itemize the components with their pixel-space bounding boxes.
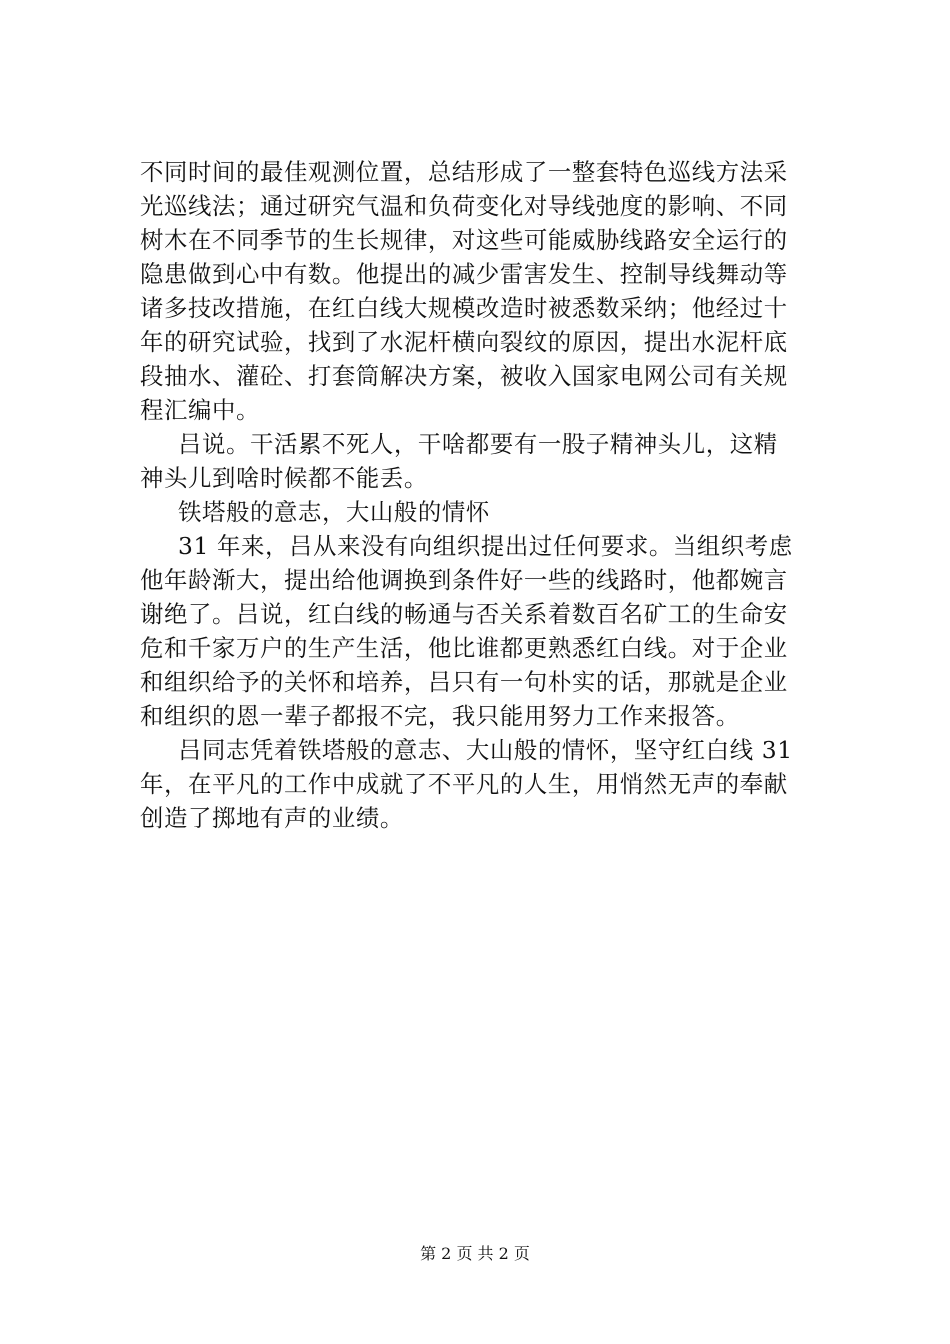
page-number-footer: 第 2 页 共 2 页 [420, 1244, 530, 1263]
text-line: 光巡线法；通过研究气温和负荷变化对导线弛度的影响、不同 [140, 192, 788, 220]
text-line: 树木在不同季节的生长规律，对这些可能威胁线路安全运行的 [140, 226, 788, 254]
text-line: 隐患做到心中有数。他提出的减少雷害发生、控制导线舞动等 [140, 260, 788, 288]
text-line: 他年龄渐大，提出给他调换到条件好一些的线路时，他都婉言 [140, 566, 788, 594]
text-line: 危和千家万户的生产生活，他比谁都更熟悉红白线。对于企业 [140, 634, 788, 662]
body-text [140, 155, 835, 835]
text-line: 31 年来，吕从来没有向组织提出过任何要求。当组织考虑 [178, 532, 793, 560]
text-line: 吕说。干活累不死人，干啥都要有一股子精神头儿，这精 [178, 430, 778, 458]
text-line: 谢绝了。吕说，红白线的畅通与否关系着数百名矿工的生命安 [140, 600, 788, 628]
text-line: 不同时间的最佳观测位置，总结形成了一整套特色巡线方法采 [140, 158, 788, 186]
text-line: 程汇编中。 [140, 396, 260, 424]
text-line: 年的研究试验，找到了水泥杆横向裂纹的原因，提出水泥杆底 [140, 328, 788, 356]
text-line: 段抽水、灌砼、打套筒解决方案，被收入国家电网公司有关规 [140, 362, 788, 390]
text-line: 年，在平凡的工作中成就了不平凡的人生，用悄然无声的奉献 [140, 770, 788, 798]
section-heading: 铁塔般的意志，大山般的情怀 [178, 498, 490, 526]
text-line: 和组织给予的关怀和培养，吕只有一句朴实的话，那就是企业 [140, 668, 788, 696]
text-line: 吕同志凭着铁塔般的意志、大山般的情怀，坚守红白线 31 [178, 736, 793, 764]
text-line: 创造了掷地有声的业绩。 [140, 804, 404, 832]
text-line: 诸多技改措施，在红白线大规模改造时被悉数采纳；他经过十 [140, 294, 788, 322]
text-line: 神头儿到啥时候都不能丢。 [140, 464, 428, 492]
text-line: 和组织的恩一辈子都报不完，我只能用努力工作来报答。 [140, 702, 740, 730]
